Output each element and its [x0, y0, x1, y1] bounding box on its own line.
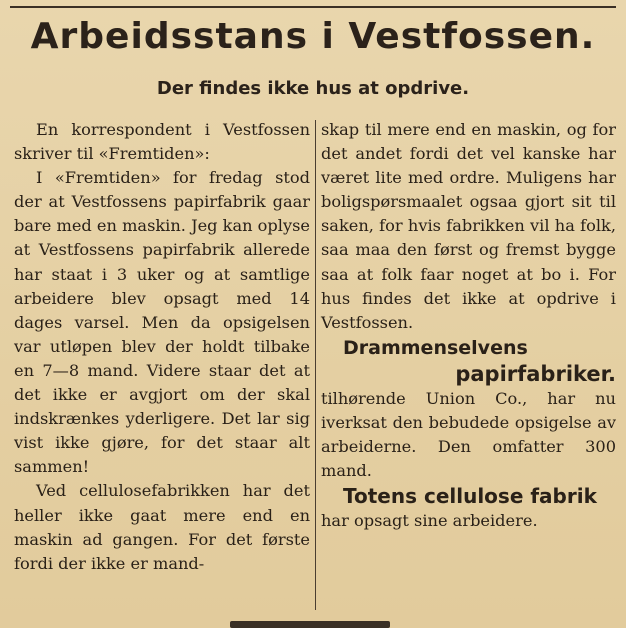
paragraph-cellulose: Ved cellulosefabrikken har det heller ikke gaat mere end en maskin ad gangen. For det første fordi der ikke er mand- — [14, 481, 310, 573]
bottom-rule-bar — [230, 621, 390, 628]
paragraph-totens: har opsagt sine arbeidere. — [321, 511, 538, 531]
top-rule — [10, 6, 616, 8]
article-subtitle: Der findes ikke hus at opdrive. — [156, 78, 470, 99]
left-column — [14, 118, 310, 576]
column-divider — [315, 120, 316, 610]
section-heading-papirfabriker: papirfabriker. — [455, 361, 616, 386]
paragraph-drammenselvens: tilhørende Union Co., har nu iverksat den bebudede opsigelse av arbeiderne. Den omfatter 300 mand. — [321, 388, 616, 481]
paragraph-continuation: skap til mere end en maskin, og for det andet fordi det vel kanske har været lite med ordre. Muligens har boligspørsmaalet ogsaa gjort sit til saken, for hvis fabrikken vil ha folk, saa maa den først og fremst bygge saa at folk faar noget at bo i. For hus findes det ikke at opdrive i Vestfossen. — [321, 120, 616, 332]
section-heading-totens: Totens cellulose fabrik — [343, 484, 597, 509]
paragraph-main: I «Fremtiden» for fredag stod der at Vestfossens papirfabrik gaar bare med en maskin. Jeg kan oplyse at Vestfossens papirfabrik allerede har staat i 3 uker og at samtlige arbeidere blev opsagt med 14 dages varsel. Men da opsigelsen var utløpen blev der holdt tilbake en 7—8 mand. Videre staar det at det ikke er avgjort om der skal indskrænkes yderligere. Det lar sig vist ikke gjøre, for det staar alt sammen! — [14, 168, 310, 477]
right-column — [321, 118, 616, 533]
article-title: Arbeidsstans i Vestfossen. — [30, 16, 596, 57]
paragraph-intro: En korrespondent i Vestfossen skriver til «Fremtiden»: — [14, 120, 310, 164]
section-heading-drammenselvens: Drammenselvens — [343, 336, 528, 359]
